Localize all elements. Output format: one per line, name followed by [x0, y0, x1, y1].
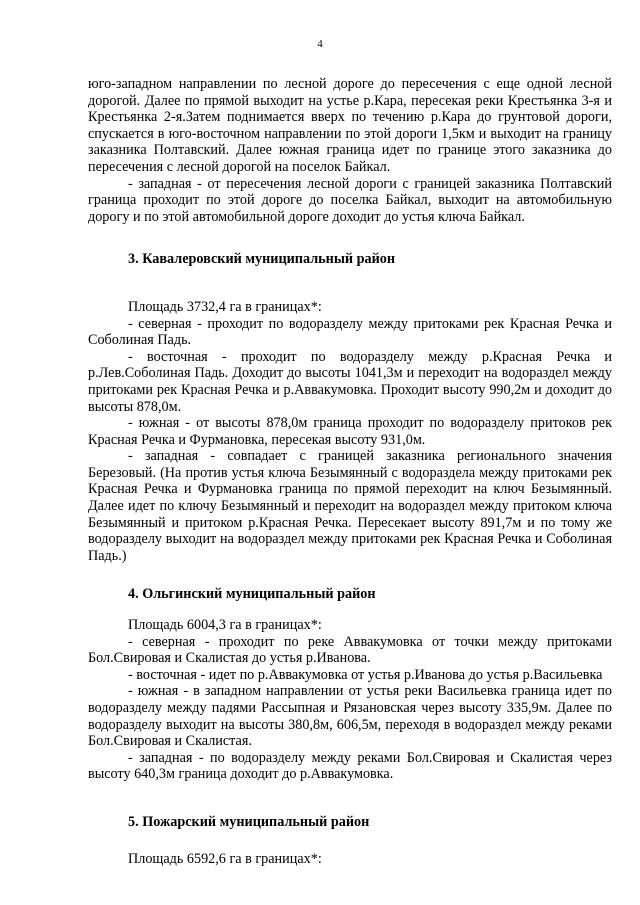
section-heading-pozharsky: 5. Пожарский муниципальный район [128, 813, 370, 830]
intro-continuation: юго-западном направлении по лесной дороге до пересечения с еще одной лесной дорогой. Далее по прямой выходит на устье р.Кара, пересекая реки Крестьянка 3-я и Крестьянка 2-я.Затем поднимается вверх по течению р.Кара до грунтовой дороги, спускается в юго-восточном направлении по этой дороги 1,5км и выходит на границу заказника Полтавский. Далее южная граница идет по границе этого заказника до пересечения с лесной дорогой на поселок Байкал. [88, 76, 612, 175]
intro-west-boundary: - западная - от пересечения лесной дороги с границей заказника Полтавский граница проходит по этой дороге до поселка Байкал, выходит на автомобильную дорогу и по этой автомобильной дороге доходит до устья ключа Байкал. [88, 175, 612, 225]
boundary-item: - северная - проходит по водоразделу между притоками рек Красная Речка и Соболиная Падь. [88, 315, 612, 349]
document-body [88, 76, 612, 867]
section-area-olginsky: Площадь 6004,3 га в границах*: [128, 617, 322, 634]
section-heading-kavalerovsky: 3. Кавалеровский муниципальный район [128, 251, 396, 268]
boundary-item: - восточная - идет по р.Аввакумовка от устья р.Иванова до устья р.Васильевка [128, 666, 603, 683]
section-area-kavalerovsky: Площадь 3732,4 га в границах*: [128, 298, 322, 315]
section-area-pozharsky: Площадь 6592,6 га в границах*: [128, 850, 322, 867]
boundary-item: - южная - от высоты 878,0м граница проходит по водоразделу притоков рек Красная Речка и Фурмановка, пересекая высоту 931,0м. [88, 415, 612, 448]
boundary-item: - западная - по водоразделу между реками Бол.Свировая и Скалистая через высоту 640,3м граница доходит до р.Аввакумовка. [88, 749, 612, 783]
boundary-item: - северная - проходит по реке Аввакумовка от точки между притоками Бол.Свировая и Скалистая до устья р.Иванова. [88, 633, 612, 667]
boundary-item: - восточная - проходит по водоразделу между р.Красная Речка и р.Лев.Соболиная Падь. Доходит до высоты 1041,3м и переходит на водораздел между притоками рек Красная Речка и р.Аввакумовка. Проходит высоту 990,2м и доходит до высоты 878,0м. [88, 348, 612, 415]
boundary-item: - западная - совпадает с границей заказника регионального значения Березовый. (На против устья ключа Безымянный с водораздела между притоками рек Красная Речка и Фурмановка граница по прямой переходит на ключ Безымянный. Далее идет по ключу Безымянный и переходит на водораздел между притоком ключа Безымянный и притоком р.Красная Речка. Пересекает высоту 891,7м и по тому же водоразделу выходит на водораздел между притоками рек Красная Речка и Соболиная Падь.) [88, 448, 612, 564]
section-heading-olginsky: 4. Ольгинский муниципальный район [128, 586, 376, 603]
page-number: 4 [317, 38, 323, 50]
boundary-item: - южная - в западном направлении от устья реки Васильевка граница идет по водоразделу между падями Рассыпная и Рязановская через высоту 335,9м. Далее по водоразделу выходит на высоты 380,8м, 606,5м, переходя в водораздел между реками Бол.Свировая и Скалистая. [88, 683, 612, 750]
